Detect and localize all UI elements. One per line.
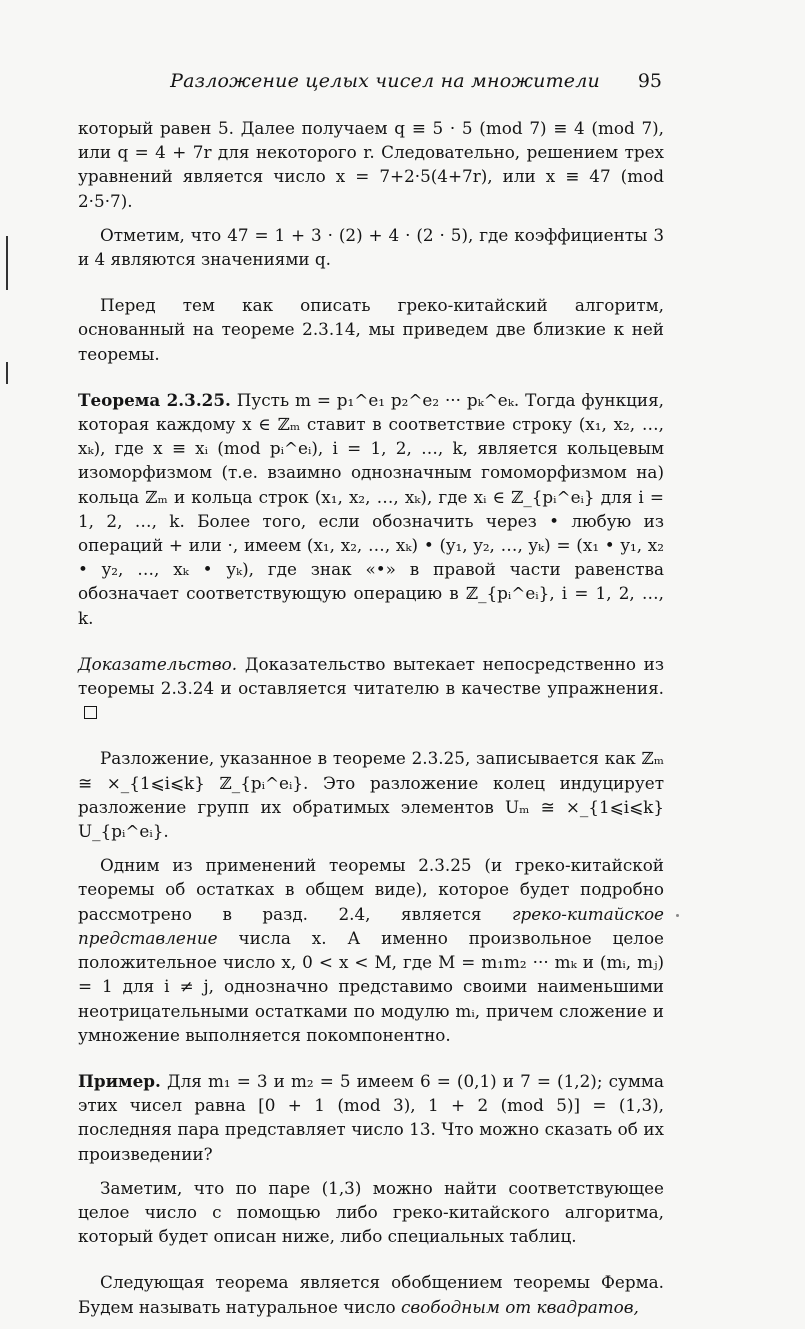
proof-label: Доказательство. xyxy=(78,653,238,674)
example-label: Пример. xyxy=(78,1070,161,1091)
page-number: 95 xyxy=(637,70,662,92)
term-square-free: свободным от квадратов, xyxy=(400,1296,639,1317)
page-body xyxy=(78,116,664,1329)
paragraph-pair-recovery: Заметим, что по паре (1,3) можно найти соответствующее целое число с помощью либо греко-китайского алгоритма, который будет описан ниже, либо специальных таблиц. xyxy=(78,1177,664,1247)
qed-square-icon xyxy=(84,706,97,719)
term-greek-chinese-representation: греко-китайское представление xyxy=(78,903,664,948)
theorem-block xyxy=(78,388,664,630)
paragraph-text: Одним из применений теоремы 2.3.25 (и греко-китайской теоремы об остатках в общем виде), которое будет подробно рассмотрено в разд. 2.4, является xyxy=(78,855,664,924)
example-block xyxy=(78,1069,664,1166)
paragraph-fermat xyxy=(78,1270,664,1318)
running-title: Разложение целых чисел на множители xyxy=(170,70,600,92)
paragraph-intro: Перед тем как описать греко-китайский алгоритм, основанный на теореме 2.3.14, мы приведем две близкие к ней теоремы. xyxy=(78,295,664,364)
example-text: Для m₁ = 3 и m₂ = 5 имеем 6 = (0,1) и 7 = (1,2); сумма этих чисел равна [0 + 1 (mod 3), 1 + 2 (mod 5)] = (1,3), последняя пара представляет число 13. Что можно сказать об их произведении? xyxy=(78,1070,664,1164)
proof-block xyxy=(78,652,664,725)
paragraph-coefficients: Отметим, что 47 = 1 + 3 · (2) + 4 · (2 · 5), где коэффициенты 3 и 4 являются значениями q. xyxy=(78,224,664,270)
margin-mark xyxy=(6,236,8,290)
paragraph-mod-computation: который равен 5. Далее получаем q ≡ 5 · 5 (mod 7) ≡ 4 (mod 7), или q = 4 + 7r для некоторого r. Следовательно, решением трех уравнений является число x = 7+2·5(4+7r), или x ≡ 47 (mod 2·5·7). xyxy=(78,118,664,211)
paragraph-representation xyxy=(78,853,664,1047)
speck xyxy=(676,914,679,917)
proof-text: Доказательство вытекает непосредственно из теоремы 2.3.24 и оставляется читателю в качестве упражнения. xyxy=(78,653,664,699)
paragraph-text: числа x. А именно произвольное целое положительное число x, 0 < x < M, где M = m₁m₂ ··· mₖ и (mᵢ, mⱼ) = 1 для i ≠ j, однозначно представимо своими наименьшими неотрицательными остатками по модулю mᵢ, причем сложение и умножение выполняется покомпонентно. xyxy=(78,927,664,1045)
paragraph-decomposition: Разложение, указанное в теореме 2.3.25, записывается как ℤₘ ≅ ×_{1⩽i⩽k} ℤ_{pᵢ^eᵢ}. Это разложение колец индуцирует разложение групп их обратимых элементов Uₘ ≅ ×_{1⩽i⩽k} U_{pᵢ^eᵢ}. xyxy=(78,748,664,842)
theorem-text: Пусть m = p₁^e₁ p₂^e₂ ··· pₖ^eₖ. Тогда функция, которая каждому x ∈ ℤₘ ставит в соответствие строку (x₁, x₂, …, xₖ), где x ≡ xᵢ (mod pᵢ^eᵢ), i = 1, 2, …, k, является кольцевым изоморфизмом (т.е. взаимно однозначным гомоморфизмом на) кольца ℤₘ и кольца строк (x₁, x₂, …, xₖ), где xᵢ ∈ ℤ_{pᵢ^eᵢ} для i = 1, 2, …, k. Более того, если обозначить через • любую из операций + или ·, имеем (x₁, x₂, …, xₖ) • (y₁, y₂, …, yₖ) = (x₁ • y₁, x₂ • y₂, …, xₖ • yₖ), где знак «•» в правой части равенства обозначает соответствующую операцию в ℤ_{pᵢ^eᵢ}, i = 1, 2, …, k. xyxy=(78,389,664,628)
paragraph-text: Следующая теорема является обобщением теоремы Ферма. Будем называть натуральное число xyxy=(78,1272,664,1317)
margin-mark xyxy=(6,362,8,384)
theorem-label: Теорема 2.3.25. xyxy=(78,389,231,410)
